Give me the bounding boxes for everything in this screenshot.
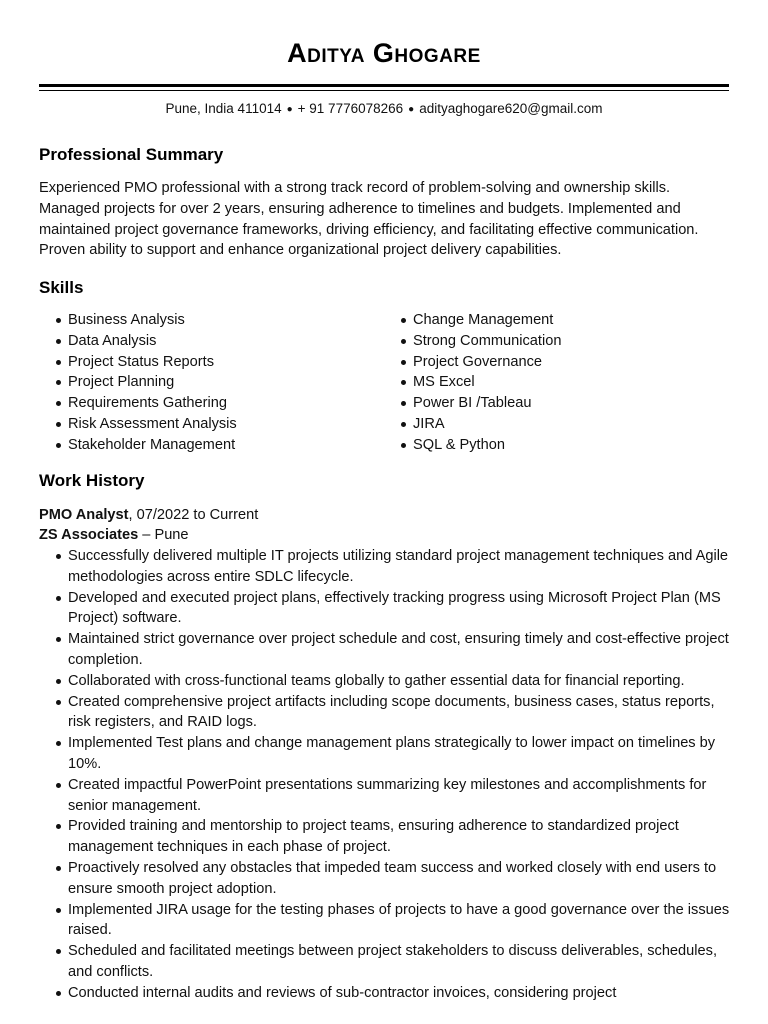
duty-item-text: Developed and executed project plans, effectively tracking progress using Microsoft Project Plan (MS Project) software. [68, 589, 721, 627]
duty-item-text: Scheduled and facilitated meetings between project stakeholders to discuss deliverables, schedules, and conflicts. [68, 943, 717, 980]
job-company-line [39, 525, 189, 546]
header-rule-thick [39, 84, 729, 87]
skill-item [39, 372, 237, 393]
contact-phone: + 91 7776078266 [297, 101, 404, 116]
duty-item [39, 775, 731, 817]
contact-line [0, 101, 768, 116]
skill-item-text: Stakeholder Management [68, 436, 236, 453]
bullet-dot-icon [56, 339, 61, 344]
duty-item [39, 816, 731, 858]
contact-location: Pune, India 411014 [165, 101, 282, 116]
skill-item [384, 414, 561, 435]
skill-item-text: SQL & Python [413, 436, 505, 453]
duty-item-text: Created comprehensive project artifacts including scope documents, business cases, status reports, risk registers, and RAID logs. [68, 693, 715, 731]
summary-text: Experienced PMO professional with a strong track record of problem-solving and ownership skills. Managed projects for over 2 years, ensuring adherence to timelines and budgets. Implemented and maintained project governance frameworks, driving efficiency, and facilitating effective communication. Proven ability to support and enhance organizational project delivery capabilities. [39, 180, 699, 259]
duty-item [39, 858, 731, 900]
duty-item [39, 692, 731, 734]
bullet-dot-icon [56, 443, 61, 448]
bullet-dot-icon [401, 339, 406, 344]
work-history-heading: Work History [39, 471, 145, 490]
duty-item-text: Provided training and mentorship to project teams, ensuring adherence to standardized project management techniques in each phase of project. [68, 818, 679, 856]
bullet-dot-icon [56, 824, 61, 829]
duty-item [39, 671, 731, 692]
skill-item-text: Project Governance [413, 353, 542, 370]
duty-item [39, 588, 731, 630]
duty-item [39, 900, 731, 942]
skill-item [384, 393, 561, 414]
skill-item-text: Change Management [413, 312, 554, 328]
duty-item [39, 733, 731, 775]
job-location: – Pune [138, 527, 189, 543]
duty-item [39, 983, 731, 1004]
skill-item [39, 352, 237, 373]
duty-item-text: Implemented Test plans and change management plans strategically to lower impact on timelines by 10%. [68, 735, 716, 772]
bullet-dot-icon [56, 866, 61, 871]
duty-item-text: Conducted internal audits and reviews of sub-contractor invoices, considering project [68, 984, 617, 1001]
skill-item [384, 372, 561, 393]
bullet-dot-icon [56, 949, 61, 954]
contact-separator: ● [408, 104, 415, 115]
bullet-dot-icon [56, 700, 61, 705]
bullet-dot-icon [401, 318, 406, 323]
bullet-dot-icon [56, 596, 61, 601]
bullet-dot-icon [56, 422, 61, 427]
duty-item [39, 629, 731, 671]
bullet-dot-icon [401, 360, 406, 365]
skill-item [39, 331, 237, 352]
job-company: ZS Associates [39, 527, 139, 543]
bullet-dot-icon [56, 401, 61, 406]
skill-item [384, 435, 561, 456]
summary-heading: Professional Summary [39, 145, 224, 164]
bullet-dot-icon [56, 991, 61, 996]
skill-item-text: Project Planning [68, 374, 175, 391]
duty-item-text: Successfully delivered multiple IT projects utilizing standard project management techniques and Agile methodologies across entire SDLC lifecycle. [68, 548, 729, 585]
skill-item-text: Risk Assessment Analysis [68, 415, 237, 432]
job-role: PMO Analyst [39, 507, 129, 523]
job-title-line [39, 505, 258, 526]
skills-heading: Skills [39, 278, 84, 297]
bullet-dot-icon [401, 380, 406, 385]
duty-item-text: Collaborated with cross-functional teams globally to gather essential data for financial reporting. [68, 672, 685, 689]
skill-item [39, 414, 237, 435]
skill-item [384, 331, 561, 352]
skill-item-text: Power BI /Tableau [413, 395, 532, 412]
contact-email: adityaghogare620@gmail.com [419, 101, 603, 116]
duty-item [39, 941, 731, 983]
bullet-dot-icon [401, 401, 406, 406]
skill-item-text: Business Analysis [68, 312, 185, 328]
skill-item-text: Data Analysis [68, 332, 157, 349]
duty-item-text: Proactively resolved any obstacles that impeded team success and worked closely with end users to ensure smooth project adoption. [68, 859, 717, 897]
duty-item-text: Implemented JIRA usage for the testing phases of projects to have a good governance over the issues raised. [68, 901, 730, 939]
bullet-dot-icon [56, 637, 61, 642]
bullet-dot-icon [56, 554, 61, 559]
bullet-dot-icon [56, 679, 61, 684]
skills-right-column [384, 310, 561, 456]
bullet-dot-icon [401, 443, 406, 448]
bullet-dot-icon [56, 741, 61, 746]
contact-separator: ● [286, 104, 293, 115]
bullet-dot-icon [56, 783, 61, 788]
job-duties-list [39, 546, 731, 1004]
bullet-dot-icon [56, 908, 61, 913]
skill-item-text: MS Excel [413, 374, 475, 391]
skills-left-column [39, 310, 237, 456]
skill-item-text: Strong Communication [413, 332, 562, 349]
duty-item-text: Maintained strict governance over project schedule and cost, ensuring timely and cost-effective project completion. [68, 631, 729, 668]
skill-item [384, 310, 561, 331]
candidate-name: Aditya Ghogare [287, 38, 481, 68]
header-rule-thin [39, 90, 729, 91]
bullet-dot-icon [56, 380, 61, 385]
bullet-dot-icon [56, 318, 61, 323]
duty-item [39, 546, 731, 588]
skill-item-text: Project Status Reports [68, 353, 215, 370]
skill-item [39, 393, 237, 414]
skill-item [39, 435, 237, 456]
skill-item-text: Requirements Gathering [68, 395, 227, 412]
skill-item [384, 352, 561, 373]
job-dates: , 07/2022 to Current [128, 507, 259, 523]
bullet-dot-icon [401, 422, 406, 427]
skill-item [39, 310, 237, 331]
skill-item-text: JIRA [413, 415, 445, 432]
bullet-dot-icon [56, 360, 61, 365]
duty-item-text: Created impactful PowerPoint presentations summarizing key milestones and accomplishments for senior management. [68, 776, 707, 814]
